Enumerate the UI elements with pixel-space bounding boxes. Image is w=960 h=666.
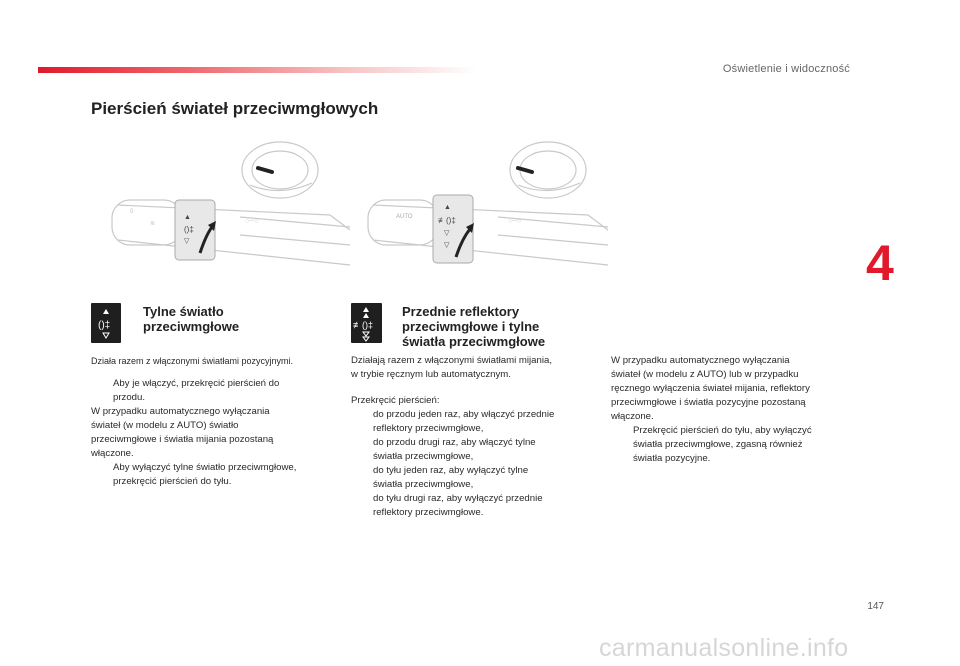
header-accent-bar bbox=[38, 67, 478, 73]
svg-text:0: 0 bbox=[130, 209, 134, 215]
front-and-rear-fog-light-icon bbox=[351, 303, 382, 343]
chapter-number: 4 bbox=[866, 235, 894, 291]
rear-fog-light-description: Działa razem z włączonymi światłami pozycyjnymi. Aby je włączyć, przekręcić pierścień do przodu. W przypadku automatycznego wyłączania świateł (w modelu z AUTO) światło przeciwmgłowe i światła mijania pozostaną włączone. Aby wyłączyć tylne światło przeciwmgłowe, przekręcić pierścień do tyłu. bbox=[91, 354, 341, 489]
front-rear-fog-step-2: do przodu drugi raz, aby włączyć tylne światła przeciwmgłowe, bbox=[373, 437, 536, 462]
watermark: carmanualsonline.info bbox=[599, 634, 849, 662]
svg-text:○─○: ○─○ bbox=[245, 218, 259, 225]
front-rear-fog-step-1: do przodu jeden raz, aby włączyć przednie reflektory przeciwmgłowe, bbox=[373, 409, 555, 434]
svg-text:▽: ▽ bbox=[184, 238, 190, 245]
auto-lighting-bullet: Przekręcić pierścień do tyłu, aby wyłączyć światła przeciwmgłowe, zgasną również światła pozycyjne. bbox=[633, 425, 812, 464]
svg-text:≢()‡: ≢()‡ bbox=[438, 216, 456, 225]
section-title: Oświetlenie i widoczność bbox=[722, 63, 850, 75]
stalk-auto-label: AUTO bbox=[396, 214, 413, 220]
svg-text:▽: ▽ bbox=[444, 242, 450, 249]
front-rear-fog-description: Działają razem z włączonymi światłami mijania, w trybie ręcznym lub automatycznym. Przekręcić pierścień: do przodu jeden raz, aby włączyć przednie reflektory przeciwmgłowe, do przodu drugi raz, aby włączyć tylne światła przeciwmgłowe, do tyłu jeden raz, aby wyłączyć tylne światła przeciwmgłowe, do tyłu drugi raz, aby wyłączyć przednie reflektory przeciwmgłowe. bbox=[351, 354, 601, 520]
front-rear-fog-step-4: do tyłu drugi raz, aby wyłączyć przednie reflektory przeciwmgłowe. bbox=[373, 493, 543, 518]
page-title: Pierścień świateł przeciwmgłowych bbox=[91, 99, 379, 118]
svg-text:()‡: ()‡ bbox=[184, 225, 194, 234]
page-number: 147 bbox=[867, 601, 884, 612]
svg-text:≢()‡: ≢()‡ bbox=[353, 320, 373, 330]
fog-light-stalk-illustration-rear bbox=[100, 135, 350, 275]
svg-text:▲: ▲ bbox=[444, 204, 451, 211]
svg-text:○─○: ○─○ bbox=[508, 218, 522, 225]
rear-fog-intro: Działa razem z włączonymi światłami pozycyjnymi. bbox=[91, 356, 294, 366]
fog-light-stalk-illustration-front-rear bbox=[358, 135, 608, 275]
front-rear-fog-step-3: do tyłu jeden raz, aby wyłączyć tylne światła przeciwmgłowe, bbox=[373, 465, 529, 490]
auto-lighting-note: W przypadku automatycznego wyłączania świateł (w modelu z AUTO) lub w przypadku ręcznego wyłączenia świateł mijania, reflektory przeciwmgłowe i światła pozycyjne pozostaną włączone. Przekręcić pierścień do tyłu, aby wyłączyć światła przeciwmgłowe, zgasną również światła pozycyjne. bbox=[611, 354, 861, 466]
svg-text:≋: ≋ bbox=[150, 221, 156, 227]
rear-fog-light-title: Tylne światło przeciwmgłowe bbox=[143, 304, 240, 334]
front-rear-fog-title: Przednie reflektory przeciwmgłowe i tylne światła przeciwmgłowe bbox=[402, 304, 546, 349]
svg-text:()‡: ()‡ bbox=[98, 320, 111, 331]
rear-fog-bullet-off: Aby wyłączyć tylne światło przeciwmgłowe, przekręcić pierścień do tyłu. bbox=[113, 462, 297, 487]
rear-fog-bullet-on: Aby je włączyć, przekręcić pierścień do przodu. bbox=[113, 378, 280, 403]
svg-text:▽: ▽ bbox=[444, 230, 450, 237]
svg-text:▲: ▲ bbox=[184, 214, 191, 221]
rear-fog-light-icon bbox=[91, 303, 121, 343]
